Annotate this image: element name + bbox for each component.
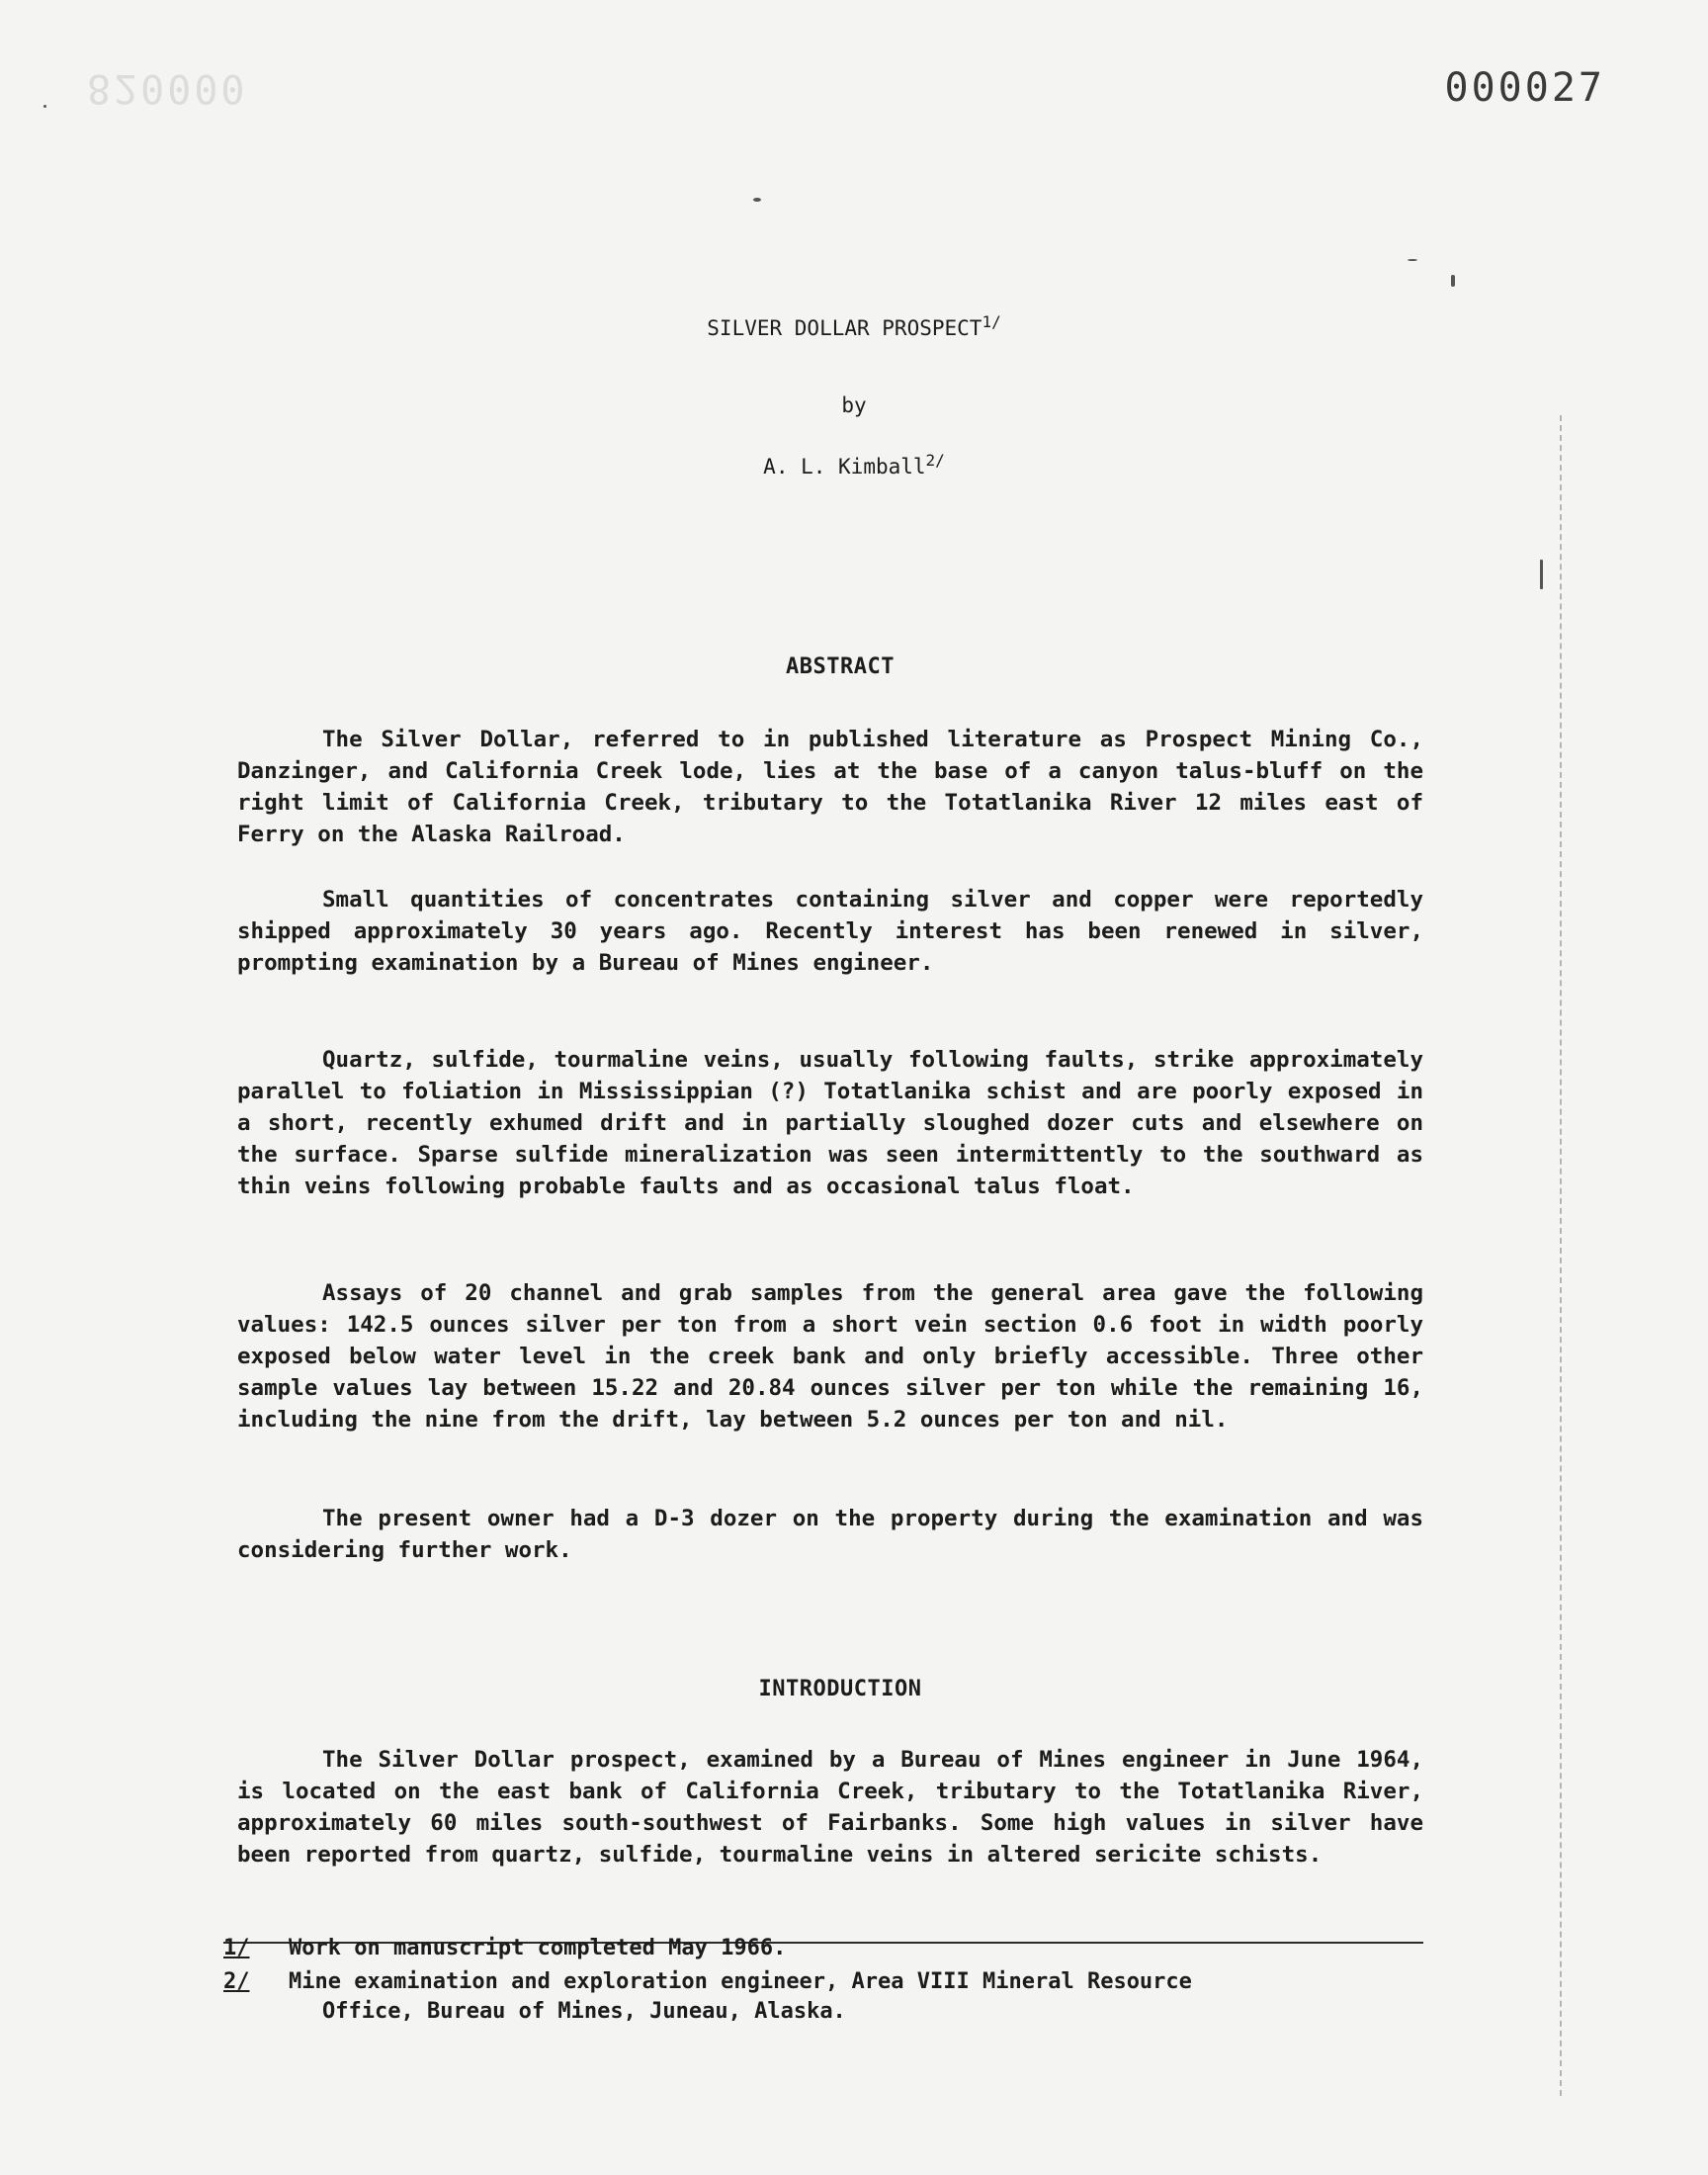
byline: by xyxy=(841,393,867,417)
page-number: 000027 xyxy=(1444,65,1605,111)
abstract-paragraph-4: Assays of 20 channel and grab samples from the general area gave the following values: 142.5 ounces silver per ton from a short vein section 0.6 foot in width poorly exposed below water level in the creek bank and only briefly accessible. Three other sample values lay between 15.22 and 20.84 ounces silver per ton while the remaining 16, including the nine from the drift, lay between 5.2 ounces per ton and nil. xyxy=(237,1280,1423,1433)
title-footnote-marker: 1/ xyxy=(982,312,1001,331)
footnote-2-text: Mine examination and exploration engineer, Area VIII Mineral Resource xyxy=(289,1969,1192,1994)
footnote-2 xyxy=(223,1967,1429,2027)
introduction-heading: INTRODUCTION xyxy=(758,1677,922,1701)
author-footnote-marker: 2/ xyxy=(925,451,945,470)
footnote-2-marker: 2/ xyxy=(223,1969,250,1994)
abstract-paragraph-3: Quartz, sulfide, tourmaline veins, usually following faults, strike approximately parallel to foliation in Mississippian (?) Totatlanika schist and are poorly exposed in a short, recently exhumed drift and in partially sloughed dozer cuts and elsewhere on the surface. Sparse sulfide mineralization was seen intermittently to the southward as thin veins following probable faults and as occasional talus float. xyxy=(237,1047,1423,1199)
footnote-1 xyxy=(223,1934,1429,1963)
scan-speck xyxy=(1540,560,1543,589)
abstract-paragraph-1: The Silver Dollar, referred to in published literature as Prospect Mining Co., Danzinger, and California Creek lode, lies at the base of a canyon talus-bluff on the right limit of California Creek, tributary to the Totatlanika River 12 miles east of Ferry on the Alaska Railroad. xyxy=(237,727,1423,847)
footnote-1-marker: 1/ xyxy=(223,1936,250,1960)
introduction-paragraph: The Silver Dollar prospect, examined by a Bureau of Mines engineer in June 1964, is located on the east bank of California Creek, tributary to the Totatlanika River, approximately 60 miles south-southwest of Fairbanks. Some high values in silver have been reported from quartz, sulfide, tourmaline veins in altered sericite schists. xyxy=(237,1747,1423,1868)
scan-speck xyxy=(753,198,761,202)
footnote-2-continuation: Office, Bureau of Mines, Juneau, Alaska. xyxy=(322,1999,846,2024)
scan-speck xyxy=(1408,259,1417,261)
abstract-paragraph-5: The present owner had a D-3 dozer on the property during the examination and was considering further work. xyxy=(237,1506,1423,1563)
abstract-paragraph-2: Small quantities of concentrates containing silver and copper were reportedly shipped approximately 30 years ago. Recently interest has been renewed in silver, prompting examination by a Bureau of Mines engineer. xyxy=(237,887,1423,976)
scan-speck xyxy=(1451,275,1455,287)
author: A. L. Kimball$^{2/}$ xyxy=(763,451,945,478)
faint-bleedthrough-number: 820000 xyxy=(87,65,248,111)
abstract-heading: ABSTRACT xyxy=(786,654,895,679)
footnote-1-text: Work on manuscript completed May 1966. xyxy=(289,1936,787,1960)
document-title: SILVER DOLLAR $PROSPECT^{1/}$ xyxy=(707,312,1001,340)
scan-speck xyxy=(43,105,46,108)
